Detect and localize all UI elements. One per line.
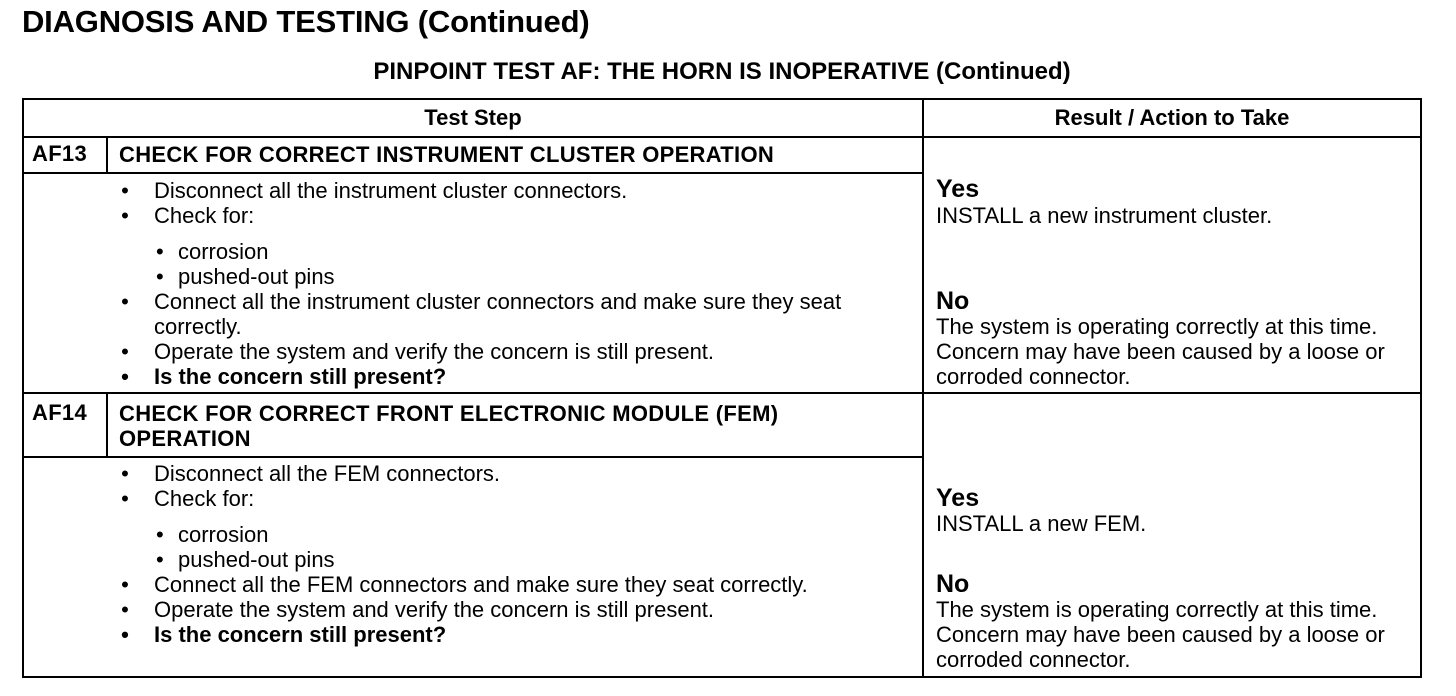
af14-id-divider [106, 394, 108, 456]
list-item: • corrosion [156, 522, 269, 547]
list-item: • Operate the system and verify the concern is still present. [121, 339, 715, 364]
af14-instructions-continued [118, 572, 838, 647]
af13-instructions-continued [118, 289, 878, 389]
list-item: • pushed-out pins [156, 264, 335, 289]
step-id-af14: AF14 [32, 400, 87, 425]
af14-yes-label: Yes [936, 484, 980, 512]
header-result-action: Result / Action to Take [1054, 105, 1290, 130]
af14-no-label: No [936, 570, 970, 598]
list-item: • Disconnect all the instrument cluster connectors. [121, 178, 628, 203]
list-item: • Check for: [121, 203, 255, 228]
af14-title-divider [24, 456, 922, 458]
header-divider [24, 136, 1420, 138]
af13-title-divider [24, 172, 922, 174]
af14-check-list [156, 522, 335, 572]
af13-id-divider [106, 138, 108, 172]
list-item: • Is the concern still present? [121, 364, 447, 389]
af13-no-action: The system is operating correctly at this time. Concern may have been caused by a loose or corroded connector. [936, 314, 1385, 389]
pinpoint-test-title: PINPOINT TEST AF: THE HORN IS INOPERATIVE (Continued) [373, 58, 1071, 85]
af13-no-label: No [936, 287, 970, 315]
step-title-af14: CHECK FOR CORRECT FRONT ELECTRONIC MODULE (FEM) OPERATION [119, 401, 779, 451]
list-item: • Connect all the FEM connectors and make sure they seat correctly. [121, 572, 808, 597]
step-title-af13: CHECK FOR CORRECT INSTRUMENT CLUSTER OPERATION [119, 142, 775, 167]
af14-yes-action: INSTALL a new FEM. [936, 511, 1147, 536]
list-item: • Connect all the instrument cluster connectors and make sure they seat correctly. [121, 289, 842, 339]
list-item: • Disconnect all the FEM connectors. [121, 461, 501, 486]
header-test-step: Test Step [424, 105, 522, 130]
list-item: • corrosion [156, 239, 269, 264]
af14-instructions [118, 461, 838, 511]
step-id-af13: AF13 [32, 141, 87, 166]
list-item: • pushed-out pins [156, 547, 335, 572]
af13-yes-action: INSTALL a new instrument cluster. [936, 203, 1273, 228]
af14-no-action: The system is operating correctly at this time. Concern may have been caused by a loose or corroded connector. [936, 597, 1385, 672]
pinpoint-test-table [22, 98, 1422, 678]
af13-check-list [156, 239, 335, 289]
list-item: • Check for: [121, 486, 255, 511]
list-item: • Operate the system and verify the concern is still present. [121, 597, 715, 622]
list-item: • Is the concern still present? [121, 622, 447, 647]
step-divider [24, 392, 1420, 394]
page-heading: DIAGNOSIS AND TESTING (Continued) [22, 4, 590, 39]
af13-instructions [118, 178, 878, 228]
column-divider [922, 100, 924, 676]
af13-yes-label: Yes [936, 175, 980, 203]
